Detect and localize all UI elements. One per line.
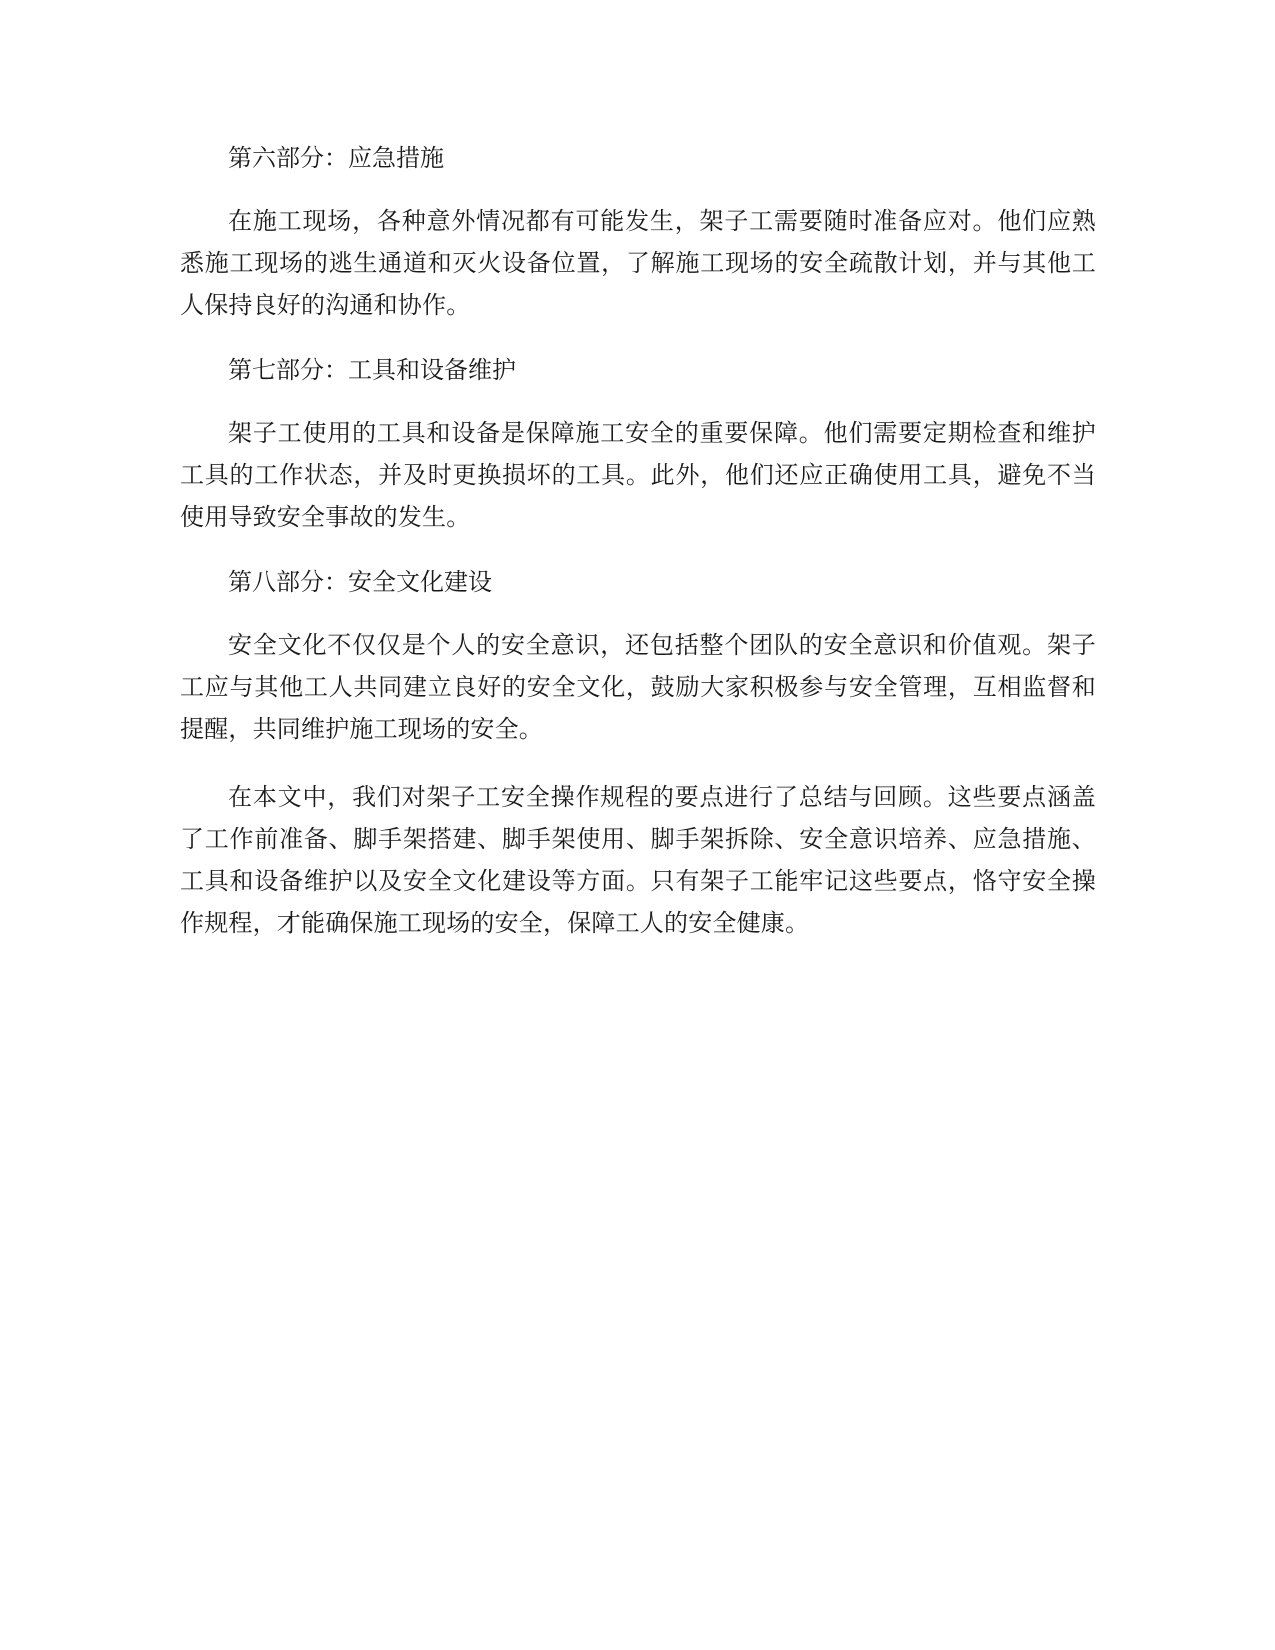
section-heading-safety-culture: 第八部分：安全文化建设 <box>228 568 492 596</box>
section-heading-tool-maintenance: 第七部分：工具和设备维护 <box>228 356 516 384</box>
section-body-tool-maintenance: 架子工使用的工具和设备是保障施工安全的重要保障。他们需要定期检查和维护工具的工作状态，并及时更换损坏的工具。此外，他们还应正确使用工具，避免不当使用导致安全事故的发生。 <box>180 419 1096 531</box>
document-page <box>180 140 1096 944</box>
conclusion-paragraph: 在本文中，我们对架子工安全操作规程的要点进行了总结与回顾。这些要点涵盖了工作前准备、脚手架搭建、脚手架使用、脚手架拆除、安全意识培养、应急措施、工具和设备维护以及安全文化建设等方面。只有架子工能牢记这些要点，恪守安全操作规程，才能确保施工现场的安全，保障工人的安全健康。 <box>180 783 1096 937</box>
section-body-safety-culture: 安全文化不仅仅是个人的安全意识，还包括整个团队的安全意识和价值观。架子工应与其他工人共同建立良好的安全文化，鼓励大家积极参与安全管理，互相监督和提醒，共同维护施工现场的安全。 <box>180 631 1096 743</box>
section-body-emergency: 在施工现场，各种意外情况都有可能发生，架子工需要随时准备应对。他们应熟悉施工现场的逃生通道和灭火设备位置，了解施工现场的安全疏散计划，并与其他工人保持良好的沟通和协作。 <box>180 207 1096 319</box>
section-heading-emergency: 第六部分：应急措施 <box>228 144 444 172</box>
